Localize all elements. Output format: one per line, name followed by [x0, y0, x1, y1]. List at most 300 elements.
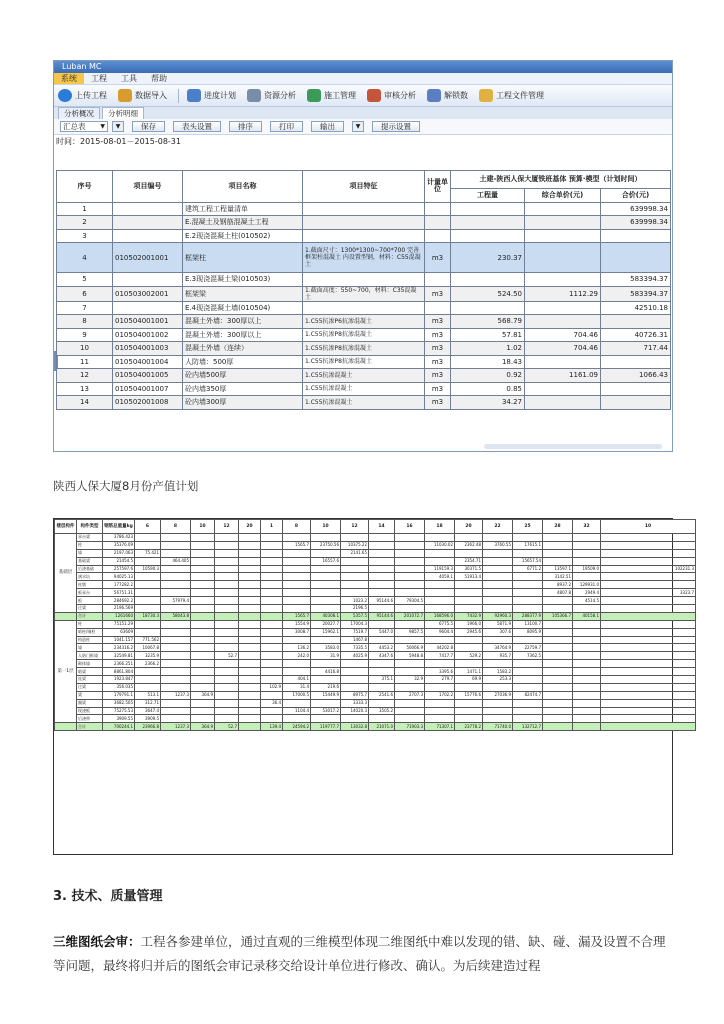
menu-system[interactable]: 系统 [54, 73, 84, 84]
sheet-cell: 75.421 [135, 549, 161, 557]
sheet-cell [311, 660, 341, 668]
sheet-cell [261, 589, 283, 597]
table-cell [525, 243, 601, 273]
sheet-cell [239, 628, 261, 636]
sheet-cell: 10375.22 [341, 541, 369, 549]
sheet-cell [283, 589, 311, 597]
table-cell: 5 [57, 273, 113, 287]
sheet-cell [215, 581, 239, 589]
sheet-cell: 19509.0 [573, 565, 601, 573]
table-cell: 混凝土外墙：300厚以上 [183, 315, 303, 329]
sheet-cell [215, 683, 239, 691]
sheet-cell [341, 573, 369, 581]
sheet-cell [283, 668, 311, 676]
sheet-cell [369, 581, 395, 589]
sheet-cell [601, 723, 696, 731]
sheet-cell: 11030.02 [425, 541, 455, 549]
table-cell: 40726.31 [601, 328, 671, 342]
table-row[interactable] [57, 382, 671, 396]
sheet-cell [543, 715, 573, 723]
sheet-cell: 23778.2 [455, 723, 483, 731]
sheet-cell [215, 534, 239, 542]
sheet-cell: 1041.157 [103, 636, 135, 644]
sheet-row [55, 589, 696, 597]
sheet-cell [161, 644, 191, 652]
sheet-cell [483, 581, 513, 589]
table-cell [425, 273, 451, 287]
audit-analysis-button[interactable]: 审核分析 [367, 89, 416, 102]
sheet-cell [341, 715, 369, 723]
sheet-cell [543, 683, 573, 691]
upload-project-button[interactable]: 上传工程 [58, 89, 107, 102]
table-row[interactable] [57, 328, 671, 342]
sheet-cell [135, 534, 161, 542]
sheet-total-row [55, 612, 696, 620]
sheet-cell: 21454.5 [103, 557, 135, 565]
horizontal-scrollbar[interactable] [484, 444, 662, 449]
sheet-cell [543, 628, 573, 636]
sheet-cell [341, 565, 369, 573]
sheet-cell: 柱墩 [77, 581, 103, 589]
sheet-row [55, 565, 696, 573]
sheet-cell: 34764.9 [483, 644, 513, 652]
sheet-cell [261, 573, 283, 581]
sheet-header: 28 [543, 520, 573, 534]
table-cell: 人防墙：500厚 [183, 355, 303, 369]
sheet-cell [425, 534, 455, 542]
sheet-cell: 58043.8 [161, 612, 191, 620]
sheet-cell: 3323.7 [601, 589, 696, 597]
table-cell: 6 [57, 286, 113, 301]
sheet-cell: 7432.9 [455, 612, 483, 620]
construction-management-button[interactable]: 施工管理 [307, 89, 356, 102]
table-row[interactable] [57, 301, 671, 315]
sheet-cell [513, 707, 543, 715]
sheet-header: 8 [161, 520, 191, 534]
unlock-icon [427, 89, 441, 102]
sheet-cell [483, 715, 513, 723]
sheet-cell: 3647.4 [135, 707, 161, 715]
table-cell: 10 [57, 342, 113, 356]
sheet-cell: 51913.4 [455, 573, 483, 581]
floor-group: 第一1层 [55, 620, 77, 723]
sheet-cell [239, 565, 261, 573]
rebar-table [54, 519, 696, 731]
sheet-cell: 墙 [77, 549, 103, 557]
sheet-cell: 3142.51 [543, 573, 573, 581]
sheet-cell [601, 597, 696, 605]
sheet-cell [161, 707, 191, 715]
menu-tools[interactable]: 工具 [121, 74, 137, 83]
sheet-cell: 5357.5 [341, 612, 369, 620]
sheet-cell [513, 636, 543, 644]
sheet-cell: 21071.0 [369, 723, 395, 731]
table-cell: 010504001005 [113, 369, 183, 383]
table-cell: 010503002001 [113, 286, 183, 301]
sheet-cell: 71307.1 [425, 723, 455, 731]
sheet-cell [283, 549, 311, 557]
sheet-cell [601, 573, 696, 581]
table-cell [303, 273, 425, 287]
sheet-cell [311, 589, 341, 597]
table-row[interactable] [57, 243, 671, 273]
sheet-cell [483, 534, 513, 542]
sheet-cell [261, 612, 283, 620]
sheet-cell [601, 691, 696, 699]
table-cell: 建筑工程工程量清单 [183, 202, 303, 216]
table-cell [425, 301, 451, 315]
period-label: 时间：2015-08-01－2015-08-31 [56, 137, 181, 146]
sheet-cell [239, 644, 261, 652]
sheet-cell [513, 683, 543, 691]
sheet-cell [283, 581, 311, 589]
sheet-cell: 2197.063 [103, 549, 135, 557]
sheet-cell [543, 668, 573, 676]
table-row[interactable] [57, 315, 671, 329]
schedule-button[interactable]: 进度计划 [187, 89, 236, 102]
table-cell: 704.46 [525, 342, 601, 356]
sheet-cell [543, 723, 573, 731]
sheet-cell: 15449.9 [311, 691, 341, 699]
sheet-header: 8 [283, 520, 311, 534]
sheet-cell: 201072.7 [395, 612, 425, 620]
sheet-cell [161, 699, 191, 707]
col-header: 计量单位 [425, 171, 451, 203]
sheet-cell [191, 541, 215, 549]
sheet-cell [283, 557, 311, 565]
table-cell: 1.C55抗渗P6抗渗混凝土 [303, 315, 425, 329]
sheet-cell [283, 597, 311, 605]
sheet-cell: 3682.505 [103, 699, 135, 707]
sheet-row [55, 573, 696, 581]
sheet-cell: 9604.4 [425, 628, 455, 636]
sheet-cell: 满水坑 [77, 573, 103, 581]
table-cell: 1.截面尺寸：1300*1300~700*700 完善框架柱混凝土 内设置型钢，材料：C55混凝土 [303, 243, 425, 273]
table-cell: m3 [425, 369, 451, 383]
sheet-cell: 14020.3 [341, 707, 369, 715]
table-cell: 639998.34 [601, 216, 671, 230]
sheet-cell: 30371.5 [455, 565, 483, 573]
unlock-button[interactable]: 解锁数 [427, 89, 468, 102]
sheet-cell [239, 549, 261, 557]
table-cell: m3 [425, 243, 451, 273]
sheet-cell [261, 668, 283, 676]
sheet-cell: 5948.8 [395, 652, 425, 660]
sheet-cell: 6775.5 [425, 620, 455, 628]
table-cell: 583394.37 [601, 286, 671, 301]
sheet-cell [455, 699, 483, 707]
sheet-cell [543, 605, 573, 613]
sheet-cell [239, 557, 261, 565]
sheet-cell [395, 636, 425, 644]
sheet-cell: 8975.7 [341, 691, 369, 699]
sheet-cell [543, 691, 573, 699]
summary-select[interactable]: 汇总表 ▼ [60, 121, 108, 132]
sheet-cell: 95144.6 [369, 612, 395, 620]
sheet-cell [395, 605, 425, 613]
col-header: 综合单价(元) [525, 189, 601, 203]
table-cell: 18.43 [451, 355, 525, 369]
sheet-cell [161, 620, 191, 628]
sheet-cell [483, 573, 513, 581]
table-cell: 42510.18 [601, 301, 671, 315]
sheet-cell [425, 597, 455, 605]
table-row[interactable] [57, 369, 671, 383]
sheet-cell [215, 715, 239, 723]
sheet-cell [601, 628, 696, 636]
sheet-cell: 2541.6 [369, 691, 395, 699]
sheet-cell [135, 683, 161, 691]
print-button[interactable]: 打印 [270, 121, 303, 132]
sheet-cell: 1583.2 [483, 668, 513, 676]
sheet-cell [455, 636, 483, 644]
sheet-cell [369, 557, 395, 565]
sheet-cell [601, 620, 696, 628]
table-cell: 1112.29 [525, 286, 601, 301]
sheet-cell [239, 597, 261, 605]
sheet-row [55, 715, 696, 723]
sheet-cell [239, 534, 261, 542]
tab-overview[interactable]: 分析概况 [58, 107, 100, 119]
sheet-cell [261, 628, 283, 636]
table-cell: m3 [425, 382, 451, 396]
sheet-cell: 119777.7 [311, 723, 341, 731]
sheet-cell [369, 699, 395, 707]
sheet-cell [341, 581, 369, 589]
table-row[interactable] [57, 342, 671, 356]
sheet-cell [601, 557, 696, 565]
sheet-cell: 40308.1 [311, 612, 341, 620]
sheet-row [55, 699, 696, 707]
sheet-cell [455, 644, 483, 652]
prompt-settings-button[interactable]: 提示设置 [372, 121, 420, 132]
table-cell [525, 315, 601, 329]
sheet-cell [283, 573, 311, 581]
sheet-cell: 4416.8 [311, 668, 341, 676]
sheet-cell [215, 605, 239, 613]
sheet-cell [311, 534, 341, 542]
sheet-cell [161, 565, 191, 573]
sheet-cell: 2945.6 [455, 628, 483, 636]
sheet-cell [135, 541, 161, 549]
sheet-cell [341, 668, 369, 676]
sheet-cell: 95144.6 [369, 597, 395, 605]
sheet-cell [341, 589, 369, 597]
save-button[interactable]: 保存 [132, 121, 165, 132]
sheet-cell [283, 715, 311, 723]
sheet-cell [601, 541, 696, 549]
sort-button[interactable]: 排序 [229, 121, 262, 132]
sheet-cell [573, 605, 601, 613]
table-cell: 砼内墙350厚 [183, 382, 303, 396]
table-cell [303, 229, 425, 243]
sheet-cell: 17004.3 [341, 620, 369, 628]
analysis-table [56, 170, 671, 410]
sheet-header: 32 [573, 520, 601, 534]
sheet-cell [191, 565, 215, 573]
table-row[interactable] [57, 286, 671, 301]
table-cell [601, 243, 671, 273]
sheet-cell: 36.4 [261, 699, 283, 707]
header-settings-button[interactable]: 表头设置 [173, 121, 221, 132]
sheet-row [55, 549, 696, 557]
sheet-cell [601, 636, 696, 644]
sheet-cell: 71740.0 [483, 723, 513, 731]
export-button[interactable]: 输出 [311, 121, 344, 132]
import-data-button[interactable]: 数据导入 [118, 89, 167, 102]
sheet-cell [455, 597, 483, 605]
sheet-cell [261, 660, 283, 668]
sheet-cell [369, 715, 395, 723]
table-row[interactable] [57, 229, 671, 243]
table-cell: 1.截面高度：550~700，材料：C35混凝土 [303, 286, 425, 301]
sheet-cell: 4807.8 [543, 589, 573, 597]
sheet-cell [215, 589, 239, 597]
paragraph-text: 工程各参建单位，通过直观的三维模型体现二维图纸中难以发现的错、缺、碰、漏及设置不合理等问题，最终将归并后的图纸会审记录移交给设计单位进行修改、确认。为后续建造过程 [53, 934, 666, 973]
sheet-cell: 1104.4 [283, 707, 311, 715]
folder-icon [479, 89, 493, 102]
sheet-header: 12 [215, 520, 239, 534]
sheet-cell: 4025.9 [341, 652, 369, 660]
sheet-cell [573, 636, 601, 644]
sheet-cell [261, 565, 283, 573]
table-row[interactable] [57, 202, 671, 216]
sheet-cell: 1237.3 [161, 691, 191, 699]
table-cell [303, 202, 425, 216]
sheet-cell [513, 589, 543, 597]
table-cell: 8 [57, 315, 113, 329]
tab-details[interactable]: 分析明细 [102, 107, 144, 119]
sheet-cell [573, 660, 601, 668]
sheet-cell [191, 605, 215, 613]
col-header: 项目名称 [183, 171, 303, 203]
resource-analysis-button[interactable]: 资源分析 [247, 89, 296, 102]
sheet-cell [191, 676, 215, 684]
sheet-cell [191, 668, 215, 676]
sheet-cell [395, 581, 425, 589]
sheet-cell [573, 628, 601, 636]
sheet-cell: 现浇板 [77, 707, 103, 715]
sheet-cell: 53017.2 [311, 707, 341, 715]
table-row[interactable] [57, 355, 671, 369]
table-cell: 1 [57, 202, 113, 216]
sheet-cell [191, 589, 215, 597]
sheet-cell: 94025.13 [103, 573, 135, 581]
sheet-cell [191, 652, 215, 660]
dropdown-arrow[interactable]: ▼ [112, 121, 124, 132]
sheet-cell [261, 541, 283, 549]
sheet-cell: 1023.2 [341, 597, 369, 605]
sheet-cell [483, 707, 513, 715]
sheet-cell: 2707.3 [395, 691, 425, 699]
col-header: 合价(元) [601, 189, 671, 203]
sheet-cell [573, 676, 601, 684]
sheet-cell [161, 534, 191, 542]
table-cell: 3 [57, 229, 113, 243]
table-cell: 0.92 [451, 369, 525, 383]
sheet-cell: 8937.2 [543, 581, 573, 589]
sheet-cell [425, 549, 455, 557]
sheet-cell: 1467.8 [341, 636, 369, 644]
sheet-cell [425, 683, 455, 691]
sheet-cell [161, 652, 191, 660]
table-row[interactable] [57, 216, 671, 230]
sheet-cell [483, 683, 513, 691]
sheet-cell: 2196.5 [341, 605, 369, 613]
sheet-cell [395, 541, 425, 549]
sheet-cell [239, 683, 261, 691]
export-dropdown[interactable]: ▼ [352, 121, 364, 132]
sheet-cell: 31.4 [283, 683, 311, 691]
table-cell [451, 202, 525, 216]
sheet-cell: 71903.3 [395, 723, 425, 731]
sheet-cell [573, 683, 601, 691]
menu-project[interactable]: 工程 [91, 74, 107, 83]
sheet-cell [369, 534, 395, 542]
sheet-cell [215, 620, 239, 628]
sheet-cell [261, 652, 283, 660]
sheet-cell: 3760.55 [483, 541, 513, 549]
sheet-cell: 9857.5 [395, 628, 425, 636]
sheet-header: 12 [341, 520, 369, 534]
sheet-cell: 构造柱 [77, 636, 103, 644]
sheet-cell [483, 549, 513, 557]
sheet-cell [55, 723, 77, 731]
sheet-cell [341, 660, 369, 668]
sheet-cell [239, 723, 261, 731]
sheet-row [55, 660, 696, 668]
sheet-header: 10 [311, 520, 341, 534]
sheet-cell: 13032.8 [341, 723, 369, 731]
table-cell: 0.85 [451, 382, 525, 396]
sheet-cell: 18730.3 [135, 612, 161, 620]
table-cell: 639998.34 [601, 202, 671, 216]
sheet-cell [425, 715, 455, 723]
table-cell: 010504001004 [113, 355, 183, 369]
sheet-cell: 40158.1 [573, 612, 601, 620]
table-cell [451, 301, 525, 315]
sheet-cell: 375.1 [369, 676, 395, 684]
sheet-cell [261, 676, 283, 684]
sheet-cell [601, 605, 696, 613]
table-row[interactable] [57, 396, 671, 410]
col-header: 项目特征 [303, 171, 425, 203]
sheet-cell [455, 683, 483, 691]
sheet-cell [311, 605, 341, 613]
menu-help[interactable]: 帮助 [151, 74, 167, 83]
sheet-cell: 7519.7 [341, 628, 369, 636]
sheet-header: 10 [601, 520, 696, 534]
table-row[interactable] [57, 273, 671, 287]
sheet-cell: 2366.2 [135, 660, 161, 668]
sheet-cell: 69.9 [455, 676, 483, 684]
sheet-cell [215, 557, 239, 565]
sheet-cell: 基础梁 [77, 557, 103, 565]
sheet-cell: 105366.7 [543, 612, 573, 620]
toolbar [54, 85, 672, 107]
sheet-row [55, 683, 696, 691]
sheet-cell: 56751.31 [103, 589, 135, 597]
table-cell: 混凝土外墙（连续） [183, 342, 303, 356]
project-files-button[interactable]: 工程文件管理 [479, 89, 544, 102]
sheet-cell: 2141.65 [341, 549, 369, 557]
table-cell [303, 216, 425, 230]
sheet-cell [215, 549, 239, 557]
table-cell: m3 [425, 355, 451, 369]
paragraph-lead: 三维图纸会审： [53, 934, 141, 949]
sheet-cell [483, 636, 513, 644]
sheet-cell [261, 715, 283, 723]
